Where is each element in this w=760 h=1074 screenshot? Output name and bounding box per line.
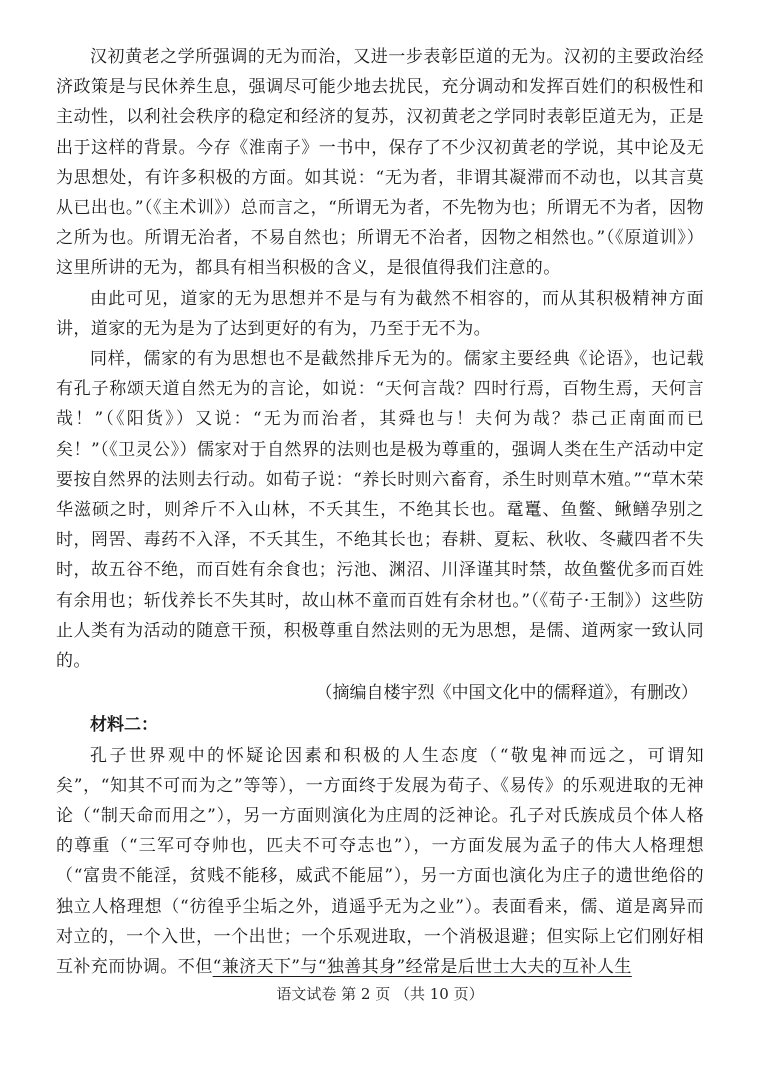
page-content [56,42,704,982]
paragraph-2: 由此可见，道家的无为思想并不是与有为截然不相容的，而从其积极精神方面讲，道家的无为是为了达到更好的有为，乃至于无不为。 [56,288,704,339]
paragraph-1: 汉初黄老之学所强调的无为而治，又进一步表彰臣道的无为。汉初的主要政治经济政策是与民休养生息，强调尽可能少地去扰民，充分调动和发挥百姓们的积极性和主动性，以利社会秩序的稳定和经济的复苏，汉初黄老之学同时表彰臣道无为，正是出于这样的背景。今存《淮南子》一书中，保存了不少汉初黄老的学说，其中论及无为思想处，有许多积极的方面。如其说：“无为者，非谓其凝滞而不动也，以其言莫从已出也。”（《主术训》）总而言之，“所谓无为者，不先物为也；所谓无不为者，因物之所为也。所谓无治者，不易自然也；所谓无不治者，因物之相然也。”（《原道训》）这里所讲的无为，都具有相当积极的含义，是很值得我们注意的。 [56,47,704,279]
material-2-paragraph [56,741,704,983]
page-footer: 语文试卷 第 2 页 （共 10 页） [276,985,484,1003]
material-2-text: 孔子世界观中的怀疑论因素和积极的人生态度（“敬鬼神而远之，可谓知矣”，“知其不可而为之”等等），一方面终于发展为荀子、《易传》的乐观进取的无神论（“制天命而用之”），另一方面则演化为庄周的泛神论。孔子对氏族成员个体人格的尊重（“三军可夺帅也，匹夫不可夺志也”），一方面发展为孟子的伟大人格理想（“富贵不能淫，贫贱不能移，威武不能屈”），另一方面也演化为庄子的遗世绝俗的独立人格理想（“彷徨乎尘垢之外，逍遥乎无为之业”）。表面看来，儒、道是离异而对立的，一个入世，一个出世；一个乐观进取，一个消极退避；但实际上它们刚好相互补充而协调。不但 [56,745,704,978]
paragraph-3: 同样，儒家的有为思想也不是截然排斥无为的。儒家主要经典《论语》，也记载有孔子称颂天道自然无为的言论，如说：“天何言哉？四时行焉，百物生焉，天何言哉！”（《阳货》）又说：“无为而治者，其舜也与！夫何为哉？恭己正南面而已矣！”（《卫灵公》）儒家对于自然界的法则也是极为尊重的，强调人类在生产活动中定要按自然界的法则去行动。如荀子说：“养长时则六畜育，杀生时则草木殖。”“草木荣华滋硕之时，则斧斤不入山林，不夭其生，不绝其长也。鼋鼍、鱼鳖、鳅鳝孕别之时，罔罟、毒药不入泽，不夭其生，不绝其长也；春耕、夏耘、秋收、冬藏四者不失时，故五谷不绝，而百姓有余食也；污池、渊沼、川泽谨其时禁，故鱼鳖优多而百姓有余用也；斩伐养长不失其时，故山林不童而百姓有余材也。”（《荀子·王制》）这些防止人类有为活动的随意干预，积极尊重自然法则的无为思想，是儒、道两家一致认同的。 [56,349,704,672]
material-2-title: 材料二： [90,715,158,736]
underlined-phrase: “兼济天下”与“独善其身”经常是后世士大夫的互补人生 [212,957,632,978]
source-citation: （摘编自楼宇烈《中国文化中的儒释道》，有删改） [315,683,698,704]
